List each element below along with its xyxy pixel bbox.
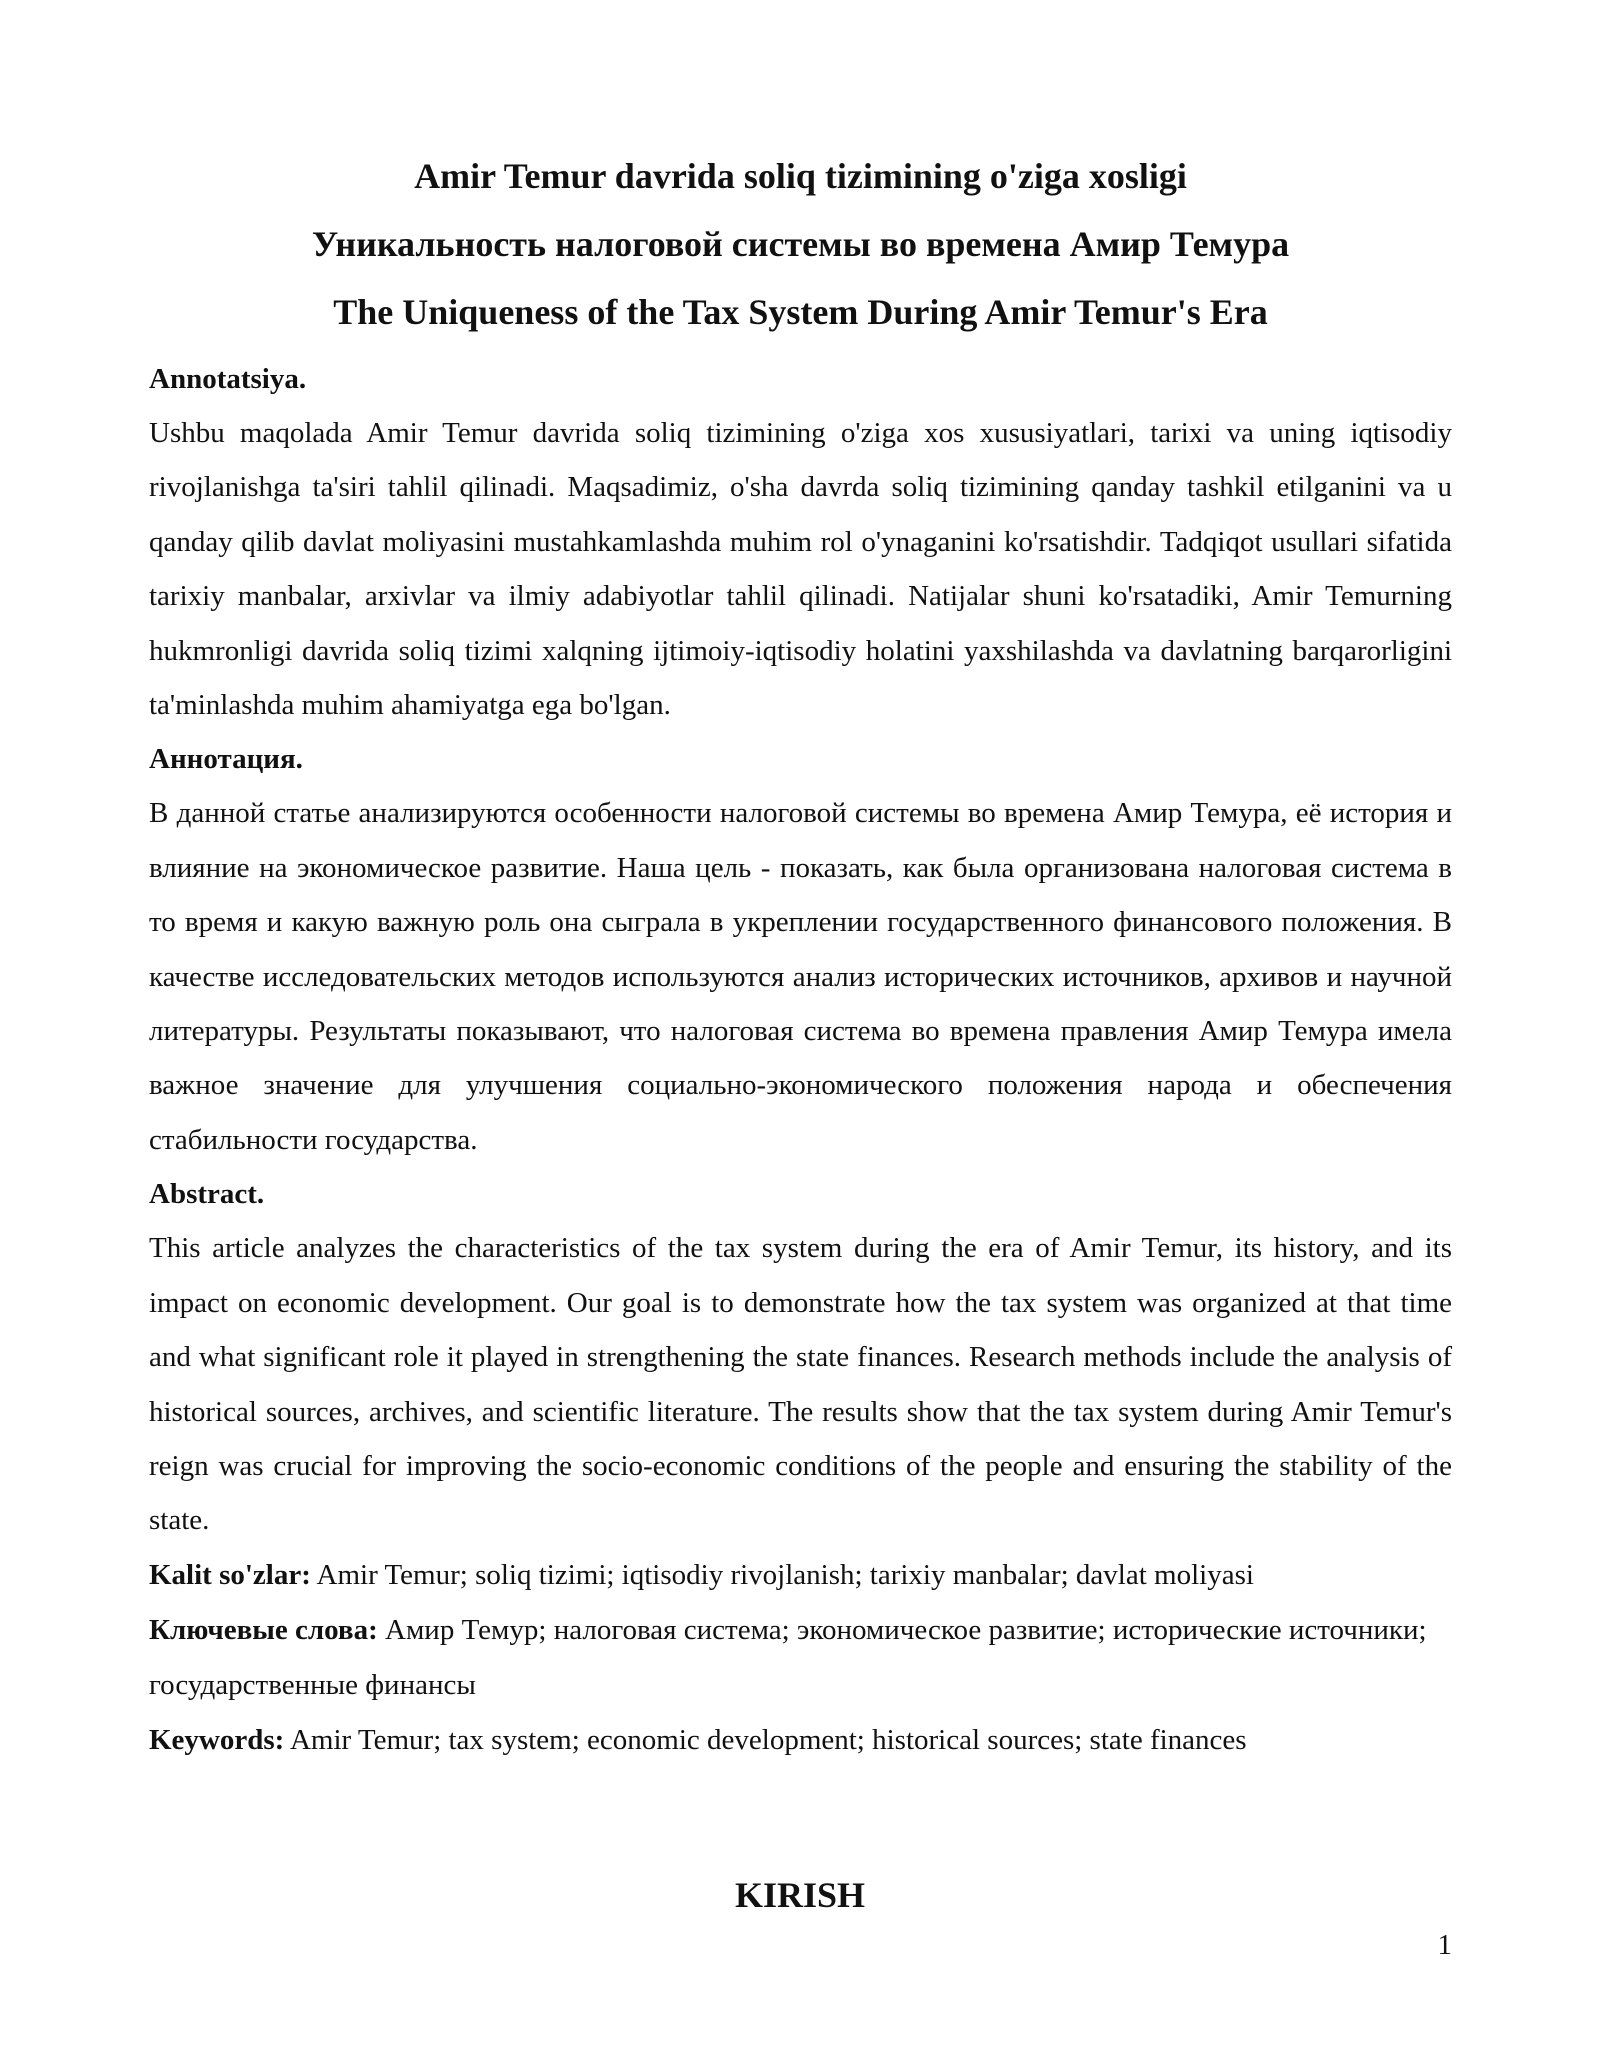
- page-number: 1: [1437, 1929, 1452, 1961]
- annotation-uz-heading: Annotatsiya.: [149, 363, 307, 395]
- keywords-uz-label: Kalit so'zlar:: [149, 1558, 311, 1591]
- page-content: [149, 142, 1452, 1768]
- keywords-ru: [149, 1603, 1452, 1713]
- annotation-ru-text: В данной статье анализируются особенности налоговой системы во времена Амир Темура, её история и влияние на экономическое развитие. Наша цель - показать, как была организована налоговая система в то время и какую важную роль она сыграла в укреплении государственного финансового положения. В качестве исследовательских методов используются анализ исторических источников, архивов и научной литературы. Результаты показывают, что налоговая система во времена правления Амир Темура имела важное значение для улучшения социально-экономического положения народа и обеспечения стабильности государства.: [149, 797, 1452, 1156]
- keywords-en: [149, 1713, 1452, 1768]
- section-heading-kirish: KIRISH: [734, 1875, 866, 1915]
- keywords-uz: [149, 1548, 1452, 1603]
- title-en: The Uniqueness of the Tax System During Amir Temur's Era: [333, 292, 1268, 332]
- keywords-ru-label: Ключевые слова:: [149, 1613, 378, 1646]
- annotation-uz-text: Ushbu maqolada Amir Temur davrida soliq tizimining o'ziga xos xususiyatlari, tarixi va uning iqtisodiy rivojlanishga ta'siri tahlil qilinadi. Maqsadimiz, o'sha davrda soliq tizimining qanday tashkil etilganini va u qanday qilib davlat moliyasini mustahkamlashda muhim rol o'ynaganini ko'rsatishdir. Tadqiqot usullari sifatida tarixiy manbalar, arxivlar va ilmiy adabiyotlar tahlil qilinadi. Natijalar shuni ko'rsatadiki, Amir Temurning hukmronligi davrida soliq tizimi xalqning ijtimoiy-iqtisodiy holatini yaxshilashda va davlatning barqarorligini ta'minlashda muhim ahamiyatga ega bo'lgan.: [149, 417, 1452, 722]
- keywords-en-label: Keywords:: [149, 1723, 285, 1756]
- title-uz: Amir Temur davrida soliq tizimining o'ziga xosligi: [414, 156, 1187, 196]
- title-ru: Уникальность налоговой системы во времена Амир Темура: [311, 224, 1290, 264]
- abstract-en-heading: Abstract.: [149, 1178, 265, 1211]
- annotation-ru-heading: Аннотация.: [149, 743, 303, 776]
- keywords-uz-value: Amir Temur; soliq tizimi; iqtisodiy rivojlanish; tarixiy manbalar; davlat moliyasi: [310, 1558, 1254, 1591]
- keywords-ru-value: Амир Темур; налоговая система; экономическое развитие; исторические источники; государственные финансы: [149, 1613, 1427, 1701]
- keywords-en-value: Amir Temur; tax system; economic development; historical sources; state finances: [284, 1723, 1247, 1756]
- abstract-en-text: This article analyzes the characteristics of the tax system during the era of Amir Temur, its history, and its impact on economic development. Our goal is to demonstrate how the tax system was organized at that time and what significant role it played in strengthening the state finances. Research methods include the analysis of historical sources, archives, and scientific literature. The results show that the tax system during Amir Temur's reign was crucial for improving the socio-economic conditions of the people and ensuring the stability of the state.: [149, 1232, 1452, 1537]
